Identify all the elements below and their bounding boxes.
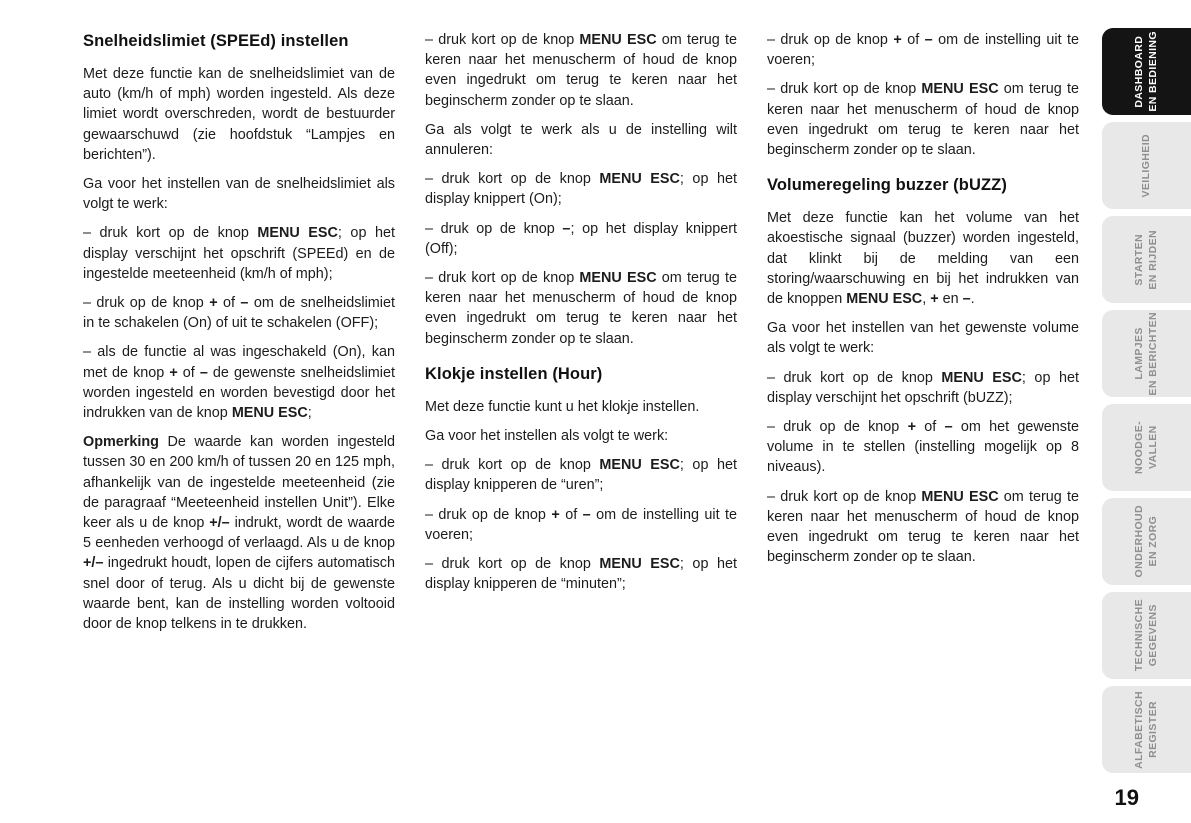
paragraph: – druk kort op de knop MENU ESC; op het display verschijnt het opschrift (SPEEd) en de ingestelde meeteenheid (km/h of mph); <box>83 225 395 282</box>
paragraph: – druk kort op de knop MENU ESC om terug te keren naar het menuscherm of houd de knop even ingedrukt om terug te keren naar het beginscherm zonder op te slaan. <box>425 270 737 347</box>
paragraph: Ga voor het instellen van het gewenste volume als volgt te werk: <box>767 320 1079 357</box>
paragraph: – druk op de knop –; op het display knippert (Off); <box>425 220 737 257</box>
section-heading: Klokje instellen (Hour) <box>425 364 603 383</box>
paragraph: – druk kort op de knop MENU ESC om terug te keren naar het menuscherm of houd de knop even ingedrukt om terug te keren naar het beginscherm zonder op te slaan. <box>425 32 737 109</box>
page-number: 19 <box>1114 785 1139 810</box>
paragraph: – druk kort op de knop MENU ESC om terug te keren naar het menuscherm of houd de knop even ingedrukt om terug te keren naar het beginscherm zonder op te slaan. <box>767 488 1079 566</box>
paragraph: Ga voor het instellen van de snelheidslimiet als volgt te werk: <box>83 176 395 213</box>
tab-label: TECHNISCHE GEGEVENS <box>1133 599 1160 672</box>
chapter-tabs <box>1102 28 1191 773</box>
tab-label: STARTEN EN RIJDEN <box>1133 229 1160 290</box>
paragraph: – druk kort op de knop MENU ESC; op het display knipperen de “minuten”; <box>425 556 737 593</box>
paragraph: Ga als volgt te werk als u de instelling wilt annuleren: <box>425 121 737 159</box>
tab-noodgevallen[interactable] <box>1102 404 1191 491</box>
tab-onderhoud-en-zorg[interactable] <box>1102 498 1191 585</box>
tab-label: VEILIGHEID <box>1140 133 1153 198</box>
tab-label: DASHBOARD EN BEDIENING <box>1133 31 1160 112</box>
paragraph: – druk kort op de knop MENU ESC om terug te keren naar het menuscherm of houd de knop even ingedrukt om terug te keren naar het beginscherm zonder op te slaan. <box>767 81 1079 159</box>
paragraph: – druk op de knop + of – om de instelling uit te voeren; <box>767 32 1080 69</box>
tab-label: LAMPJES EN BERICHTEN <box>1133 311 1160 396</box>
tab-label: ALFABETISCH REGISTER <box>1133 690 1160 769</box>
section-heading: Snelheidslimiet (SPEEd) instellen <box>83 32 349 50</box>
tab-dashboard-en-bediening[interactable] <box>1102 28 1191 115</box>
paragraph: Opmerking De waarde kan worden ingesteld tussen 30 en 200 km/h of tussen 20 en 125 mph, afhankelijk van de ingestelde meeteenheid (zie de paragraaf “Meeteenheid instellen Unit”). Elke keer als u de knop +/– indrukt, wordt de waarde 5 eenheden verhoogd of verlaagd. Als u de knop +/– ingedrukt houdt, lopen de cijfers automatisch snel door of terug. Als u dicht bij de gewenste waarde bent, kan de instelling worden voltooid door de knop telkens in te drukken. <box>83 434 396 633</box>
content-area <box>83 30 1079 643</box>
paragraph: – druk kort op de knop MENU ESC; op het display knipperen de “uren”; <box>425 457 737 494</box>
tab-label: ONDERHOUD EN ZORG <box>1133 505 1160 578</box>
paragraph: – druk op de knop + of – om de instelling uit te voeren; <box>425 506 738 543</box>
section-heading: Volumeregeling buzzer (bUZZ) <box>767 176 1007 195</box>
tab-alfabetisch-register[interactable] <box>1102 686 1191 773</box>
paragraph: Met deze functie kan de snelheidslimiet van de auto (km/h of mph) worden ingesteld. Als deze limiet wordt overschreden, wordt de bestuurder gewaarschuwd (zie hoofdstuk “Lampjes en berichten”). <box>83 66 395 163</box>
text-column-1 <box>83 30 395 643</box>
paragraph: – druk kort op de knop MENU ESC; op het display verschijnt het opschrift (bUZZ); <box>767 369 1079 406</box>
tab-starten-en-rijden[interactable] <box>1102 216 1191 303</box>
tab-veiligheid[interactable] <box>1102 122 1191 209</box>
text-column-3 <box>767 30 1079 643</box>
paragraph: – druk kort op de knop MENU ESC; op het display knippert (On); <box>425 171 737 208</box>
paragraph: – druk op de knop + of – om de snelheidslimiet in te schakelen (On) of uit te schakelen (OFF); <box>83 295 395 332</box>
tab-technische-gegevens[interactable] <box>1102 592 1191 679</box>
paragraph: Met deze functie kan het volume van het akoestische signaal (buzzer) worden ingesteld, dat klinkt bij de melding van een storing/waarschuwing en bij het indrukken van de knoppen MENU ESC, + en –. <box>767 210 1079 308</box>
tab-lampjes-en-berichten[interactable] <box>1102 310 1191 397</box>
text-column-2 <box>425 30 737 643</box>
paragraph: Met deze functie kunt u het klokje instellen. <box>425 398 700 415</box>
paragraph: – als de functie al was ingeschakeld (On), kan met de knop + of – de gewenste snelheidslimiet worden ingesteld en worden bevestigd door het indrukken van de knop MENU ESC; <box>83 344 395 422</box>
paragraph: Ga voor het instellen als volgt te werk: <box>425 428 669 445</box>
tab-label: NOODGE- VALLEN <box>1133 421 1160 474</box>
paragraph: – druk op de knop + of – om het gewenste volume in te stellen (instelling mogelijk op 8 niveaus). <box>767 419 1080 476</box>
